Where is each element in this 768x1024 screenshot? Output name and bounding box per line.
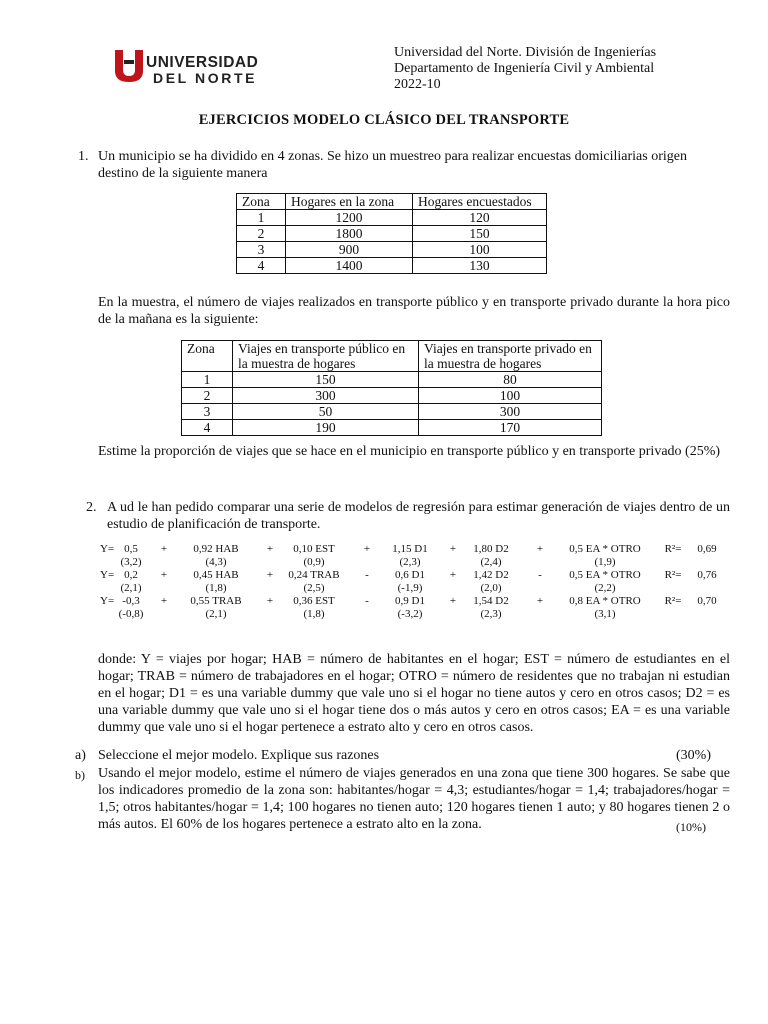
equation-term: 0,92 HAB [193, 543, 239, 555]
table-cell: 1 [237, 210, 286, 226]
equation-operator: - [365, 595, 369, 607]
equation-lhs: Y= [100, 543, 115, 555]
col-header: Viajes en transporte público en la muestra de hogares [233, 341, 419, 372]
trips-table [181, 340, 602, 436]
table-row [237, 226, 547, 242]
t-statistic: (0,9) [303, 556, 325, 568]
regression-equations [0, 543, 768, 625]
equation-operator: - [538, 569, 542, 581]
table-row [182, 372, 602, 388]
table-cell: 2 [182, 388, 233, 404]
item-a-percent: (30%) [676, 748, 711, 763]
col-header: Hogares encuestados [413, 194, 547, 210]
item-b-text [98, 765, 730, 833]
t-statistic: (3,2) [120, 556, 142, 568]
t-statistic: (2,3) [399, 556, 421, 568]
table-cell: 3 [237, 242, 286, 258]
item-a-text: Seleccione el mejor modelo. Explique sus razones [98, 748, 380, 763]
item-b-body: Usando el mejor modelo, estime el número de viajes generados en una zona que tiene 300 hogares. Se sabe que los indicadores promedio de la zona son: habitantes/hogar = 4,3; estudiantes/hogar = 1,4; trabajadores/hogar = 1,5; otros habitantes/hogar = 1,4; 100 hogares no tienen auto; 120 hogares tienen 1 auto; y 80 hogares tienen 2 o más autos. El 60% de los hogares pertenece a estrato alto en la zona. [98, 766, 730, 832]
item-a-label: a) [75, 748, 86, 763]
document-header [394, 45, 656, 93]
t-statistic: (2,3) [480, 608, 502, 620]
equation-term: 0,8 EA * OTRO [569, 595, 641, 607]
header-term: 2022-10 [394, 77, 441, 92]
table-cell: 1 [182, 372, 233, 388]
table-cell: 4 [182, 420, 233, 436]
table-cell: 80 [419, 372, 602, 388]
table-cell: 50 [233, 404, 419, 420]
table-row [237, 242, 547, 258]
equation-operator: + [363, 543, 371, 555]
t-statistic: (2,0) [480, 582, 502, 594]
item-b-label: b) [75, 768, 85, 782]
r-squared: R²= [664, 543, 682, 555]
equation-operator: + [160, 543, 168, 555]
logo-mark-icon [113, 46, 147, 84]
equation-operator: + [536, 595, 544, 607]
t-statistic: (1,8) [303, 608, 325, 620]
equation-row [0, 595, 768, 621]
t-statistic: (2,1) [205, 608, 227, 620]
r-squared: R²= [664, 595, 682, 607]
equation-operator: + [449, 543, 457, 555]
equation-operator: - [365, 569, 369, 581]
table-cell: 150 [413, 226, 547, 242]
header-institution: Universidad del Norte. División de Ingenierías [394, 45, 657, 60]
table-row [237, 210, 547, 226]
logo-line1: UNIVERSIDAD [146, 54, 259, 71]
col-header: Hogares en la zona [286, 194, 413, 210]
table-header-row [237, 194, 547, 210]
t-statistic: (2,4) [480, 556, 502, 568]
equation-term: 0,24 TRAB [288, 569, 340, 581]
header-department: Departamento de Ingeniería Civil y Ambiental [394, 61, 655, 76]
t-statistic: (2,1) [120, 582, 142, 594]
q2-number: 2. [86, 500, 97, 515]
q1-question: Estime la proporción de viajes que se hace en el municipio en transporte público y en transporte privado (25%) [98, 444, 721, 459]
table-row [182, 404, 602, 420]
equation-term: 0,6 D1 [395, 569, 425, 581]
q1-sample-text: En la muestra, el número de viajes realizados en transporte público y en transporte privado durante la hora pico de la mañana es la siguiente: [98, 295, 730, 327]
table-header-row [182, 341, 602, 372]
table-cell: 2 [237, 226, 286, 242]
page-title: EJERCICIOS MODELO CLÁSICO DEL TRANSPORTE [198, 112, 570, 128]
r-squared: 0,76 [697, 569, 717, 581]
table-cell: 120 [413, 210, 547, 226]
equation-operator: + [266, 569, 274, 581]
t-statistic: (-3,2) [397, 608, 423, 620]
r-squared: 0,70 [697, 595, 717, 607]
q1-number: 1. [78, 149, 89, 164]
equation-term: 0,5 EA * OTRO [569, 569, 641, 581]
equation-row [0, 569, 768, 595]
equation-term: 0,9 D1 [395, 595, 425, 607]
table-cell: 1200 [286, 210, 413, 226]
equation-term: -0,3 [122, 595, 140, 607]
q1-intro: Un municipio se ha dividido en 4 zonas. Se hizo un muestreo para realizar encuestas domiciliarias origen destino de la siguiente manera [98, 149, 687, 181]
equation-term: 1,42 D2 [473, 569, 509, 581]
table-row [182, 388, 602, 404]
table-cell: 300 [419, 404, 602, 420]
table-row [237, 258, 547, 274]
university-logo [113, 46, 263, 86]
t-statistic: (-1,9) [397, 582, 423, 594]
t-statistic: (-0,8) [118, 608, 144, 620]
table-cell: 1800 [286, 226, 413, 242]
equation-lhs: Y= [100, 595, 115, 607]
t-statistic: (3,1) [594, 608, 616, 620]
equation-term: 0,5 [124, 543, 138, 555]
q2-intro: A ud le han pedido comparar una serie de modelos de regresión para estimar generación de viajes dentro de un estudio de planificación de transporte. [107, 500, 730, 532]
variable-definitions: donde: Y = viajes por hogar; HAB = número de habitantes en el hogar; EST = número de estudiantes en el hogar; TRAB = número de trabajadores en el hogar; OTRO = número de residentes que no trabajan ni estudian en el hogar; D1 = es una variable dummy que vale uno si el hogar no tiene autos y cero en otros casos; D2 = es una variable dummy que vale uno si el hogar tiene dos o más autos y cero en otros casos; EA = es una variable dummy que vale uno si el hogar pertenece a estrato alto y cero en otros casos. [98, 652, 730, 735]
table-cell: 4 [237, 258, 286, 274]
equation-operator: + [160, 595, 168, 607]
table-cell: 1400 [286, 258, 413, 274]
equation-lhs: Y= [100, 569, 115, 581]
equation-term: 1,15 D1 [392, 543, 428, 555]
table-cell: 100 [419, 388, 602, 404]
table-row [182, 420, 602, 436]
table-cell: 900 [286, 242, 413, 258]
equation-operator: + [266, 543, 274, 555]
equation-operator: + [449, 569, 457, 581]
equation-operator: + [536, 543, 544, 555]
t-statistic: (1,9) [594, 556, 616, 568]
table-cell: 300 [233, 388, 419, 404]
t-statistic: (1,8) [205, 582, 227, 594]
equation-term: 1,80 D2 [473, 543, 509, 555]
col-header: Viajes en transporte privado en la muestra de hogares [419, 341, 602, 372]
col-header: Zona [182, 341, 233, 372]
equation-operator: + [449, 595, 457, 607]
equation-term: 0,10 EST [293, 543, 335, 555]
equation-term: 0,5 EA * OTRO [569, 543, 641, 555]
col-header: Zona [237, 194, 286, 210]
table-cell: 3 [182, 404, 233, 420]
t-statistic: (2,5) [303, 582, 325, 594]
t-statistic: (4,3) [205, 556, 227, 568]
equation-term: 1,54 D2 [473, 595, 509, 607]
equation-term: 0,2 [124, 569, 138, 581]
table-cell: 130 [413, 258, 547, 274]
equation-term: 0,36 EST [293, 595, 335, 607]
equation-operator: + [266, 595, 274, 607]
households-table [236, 193, 547, 274]
equation-row [0, 543, 768, 569]
equation-term: 0,45 HAB [193, 569, 239, 581]
t-statistic: (2,2) [594, 582, 616, 594]
table-cell: 170 [419, 420, 602, 436]
equation-term: 0,55 TRAB [190, 595, 242, 607]
table-cell: 190 [233, 420, 419, 436]
item-b-percent: (10%) [676, 820, 706, 834]
r-squared: 0,69 [697, 543, 717, 555]
equation-operator: + [160, 569, 168, 581]
r-squared: R²= [664, 569, 682, 581]
table-cell: 150 [233, 372, 419, 388]
logo-line2: DEL NORTE [153, 70, 258, 86]
table-cell: 100 [413, 242, 547, 258]
